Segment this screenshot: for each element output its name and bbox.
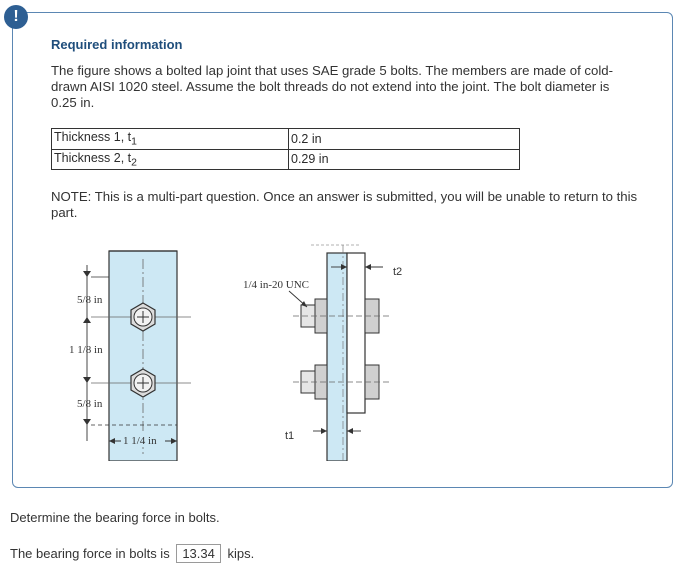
param-value: 0.29 in: [289, 149, 520, 170]
bolted-joint-figure: [61, 241, 421, 461]
param-label: Thickness 2, $t_2$: [52, 149, 289, 170]
dim-1-1-4: 1 1/4 in: [123, 435, 157, 447]
t1-label: t1: [285, 430, 295, 442]
member-1-plate: [327, 253, 347, 461]
dim-5-8-bottom: 5/8 in: [77, 398, 103, 410]
member-2-plate: [347, 253, 365, 413]
question-text: Determine the bearing force in bolts.: [10, 510, 220, 525]
thread-label: 1/4 in-20 UNC: [243, 279, 309, 291]
note-text: NOTE: This is a multi-part question. Once an answer is submitted, you will be unable to return to this part.: [51, 189, 638, 220]
answer-prefix: The bearing force in bolts is: [10, 546, 170, 561]
answer-input[interactable]: 13.34: [176, 544, 221, 563]
dim-1-1-8: 1 1/8 in: [69, 344, 103, 356]
required-info-title: Required information: [51, 37, 183, 52]
intro-text: The figure shows a bolted lap joint that uses SAE grade 5 bolts. The members are made of cold-drawn AISI 1020 steel. Assume the bolt threads do not extend into the joint. The bolt diameter is 0.25 in.: [51, 63, 613, 110]
question-card: [12, 12, 673, 488]
dim-5-8-top: 5/8 in: [77, 294, 103, 306]
table-row: [52, 149, 520, 170]
param-value: 0.2 in: [289, 129, 520, 150]
parameter-table: [51, 128, 520, 170]
answer-line: [10, 544, 254, 563]
param-label: Thickness 1, $t_1$: [52, 129, 289, 150]
table-row: [52, 129, 520, 150]
alert-icon: !: [4, 5, 28, 29]
answer-unit: kips.: [227, 546, 255, 561]
t2-label: t2: [393, 266, 403, 278]
